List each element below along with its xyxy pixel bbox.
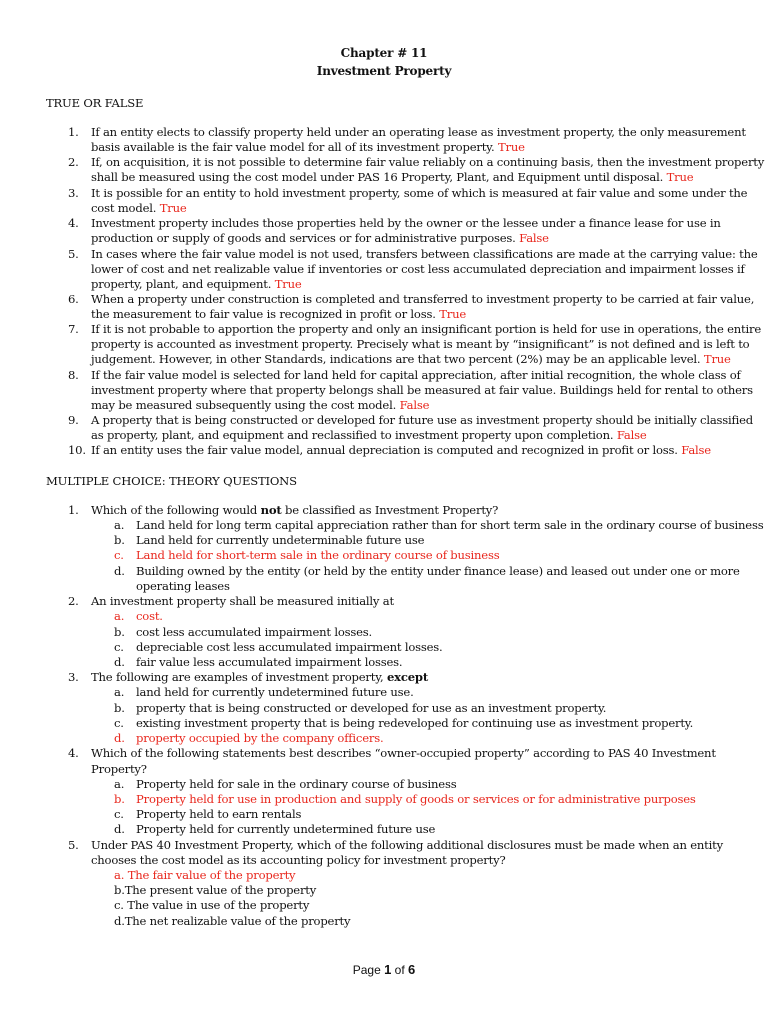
tf-item-number: 8. <box>68 368 79 382</box>
mc-question-text: The following are examples of investment property, except <box>91 670 428 684</box>
tf-item-text: property is accounted as investment property. Precisely what is meant by “insignificant” is not defined and is left to <box>91 337 750 351</box>
choice-text-correct: property occupied by the company officers. <box>136 731 384 745</box>
tf-item-text: It is possible for an entity to hold investment property, some of which is measured at fair value and some under the <box>91 186 748 200</box>
tf-item-text: If it is not probable to apportion the property and only an insignificant portion is held for use in operations, the entire <box>91 322 761 336</box>
choice-letter: c. <box>114 807 124 821</box>
choice-letter: d. <box>114 655 125 669</box>
tf-item-text: basis available is the fair value model for all of its investment property. True <box>91 140 525 154</box>
choice-letter-correct: c. <box>114 548 124 562</box>
choice-letter-correct: d. <box>114 731 125 745</box>
tf-item-text: judgement. However, in other Standards, indications are that two percent (2%) may be an applicable level. True <box>91 352 731 366</box>
choice-text: operating leases <box>136 579 230 593</box>
choice-text: Property held for sale in the ordinary course of business <box>136 777 457 791</box>
tf-answer: True <box>497 140 525 154</box>
choice-text-correct: cost. <box>136 609 163 623</box>
tf-answer: False <box>616 428 647 442</box>
mc-question-number: 3. <box>68 670 79 684</box>
choice-text: Land held for long term capital appreciation rather than for short term sale in the ordinary course of business <box>136 518 764 532</box>
tf-item-number: 3. <box>68 186 79 200</box>
tf-item-text: may be measured subsequently using the cost model. False <box>91 398 430 412</box>
choice-letter: d. <box>114 822 125 836</box>
mc-question-text: Which of the following would not be classified as Investment Property? <box>91 503 499 517</box>
choice-text-correct: Land held for short-term sale in the ordinary course of business <box>136 548 500 562</box>
tf-item-number: 10. <box>68 443 86 457</box>
choice-letter: d. <box>114 564 125 578</box>
tf-item-number: 9. <box>68 413 79 427</box>
tf-item-number: 7. <box>68 322 79 336</box>
tf-section-heading: TRUE OR FALSE <box>46 96 144 110</box>
mc-question-text: Which of the following statements best describes “owner-occupied property” according to PAS 40 Investment <box>91 746 716 760</box>
choice-letter: a. <box>114 518 125 532</box>
tf-answer: False <box>681 443 711 457</box>
tf-item-text: as property, plant, and equipment and reclassified to investment property upon completion. False <box>91 428 647 442</box>
choice-text: b.The present value of the property <box>114 883 317 897</box>
choice-letter: b. <box>114 625 125 639</box>
choice-text: Property held for currently undetermined future use <box>136 822 436 836</box>
mc-question-text: Property? <box>91 762 147 776</box>
choice-letter: b. <box>114 701 125 715</box>
tf-answer: False <box>399 398 430 412</box>
mc-question-number: 1. <box>68 503 79 517</box>
tf-item-text: If an entity uses the fair value model, annual depreciation is computed and recognized in profit or loss. False <box>91 443 711 457</box>
tf-answer: True <box>703 352 731 366</box>
tf-item-text: When a property under construction is completed and transferred to investment property to be carried at fair value, <box>91 292 755 306</box>
tf-item-text: shall be measured using the cost model under PAS 16 Property, Plant, and Equipment until disposal. True <box>91 170 694 184</box>
tf-item-text: cost model. True <box>91 201 187 215</box>
tf-answer: True <box>159 201 187 215</box>
tf-item-text: If an entity elects to classify property held under an operating lease as investment property, the only measurement <box>91 125 746 139</box>
mc-section-heading: MULTIPLE CHOICE: THEORY QUESTIONS <box>46 474 297 488</box>
choice-text: c. The value in use of the property <box>114 898 310 912</box>
choice-text: cost less accumulated impairment losses. <box>136 625 373 639</box>
choice-letter-correct: a. <box>114 609 125 623</box>
mc-question-number: 4. <box>68 746 79 760</box>
tf-answer: True <box>274 277 302 291</box>
choice-text: fair value less accumulated impairment losses. <box>136 655 403 669</box>
choice-letter: c. <box>114 640 124 654</box>
choice-letter-correct: b. <box>114 792 125 806</box>
tf-item-number: 4. <box>68 216 79 230</box>
mc-question-text: Under PAS 40 Investment Property, which of the following additional disclosures must be made when an entity <box>91 838 723 852</box>
choice-text: d.The net realizable value of the property <box>114 914 351 928</box>
choice-text: existing investment property that is being redeveloped for continuing use as investment property. <box>136 716 694 730</box>
tf-item-text: investment property where that property belongs shall be measured at fair value. Buildings held for rental to others <box>91 383 753 397</box>
tf-item-number: 6. <box>68 292 79 306</box>
choice-text: land held for currently undetermined future use. <box>136 685 414 699</box>
choice-letter: c. <box>114 716 124 730</box>
mc-question-number: 5. <box>68 838 79 852</box>
choice-text-correct: a. The fair value of the property <box>114 868 296 882</box>
tf-item-text: production or supply of goods and services or for administrative purposes. False <box>91 231 549 245</box>
tf-item-number: 2. <box>68 155 79 169</box>
choice-letter: b. <box>114 533 125 547</box>
tf-item-text: the measurement to fair value is recognized in profit or loss. True <box>91 307 467 321</box>
page-number-footer: Page 1 of 6 <box>352 962 416 977</box>
choice-letter: a. <box>114 777 125 791</box>
page-title: Investment Property <box>316 64 452 78</box>
choice-text: depreciable cost less accumulated impairment losses. <box>136 640 443 654</box>
tf-item-text: lower of cost and net realizable value if inventories or cost less accumulated depreciation and impairment losses if <box>91 262 745 276</box>
mc-question-text: chooses the cost model as its accounting policy for investment property? <box>91 853 506 867</box>
tf-item-text: A property that is being constructed or developed for future use as investment property should be initially classified <box>91 413 754 427</box>
mc-question-number: 2. <box>68 594 79 608</box>
tf-answer: True <box>439 307 467 321</box>
choice-text: Building owned by the entity (or held by the entity under finance lease) and leased out under one or more <box>136 564 740 578</box>
choice-text-correct: Property held for use in production and supply of goods or services or for administrative purposes <box>136 792 696 806</box>
choice-text: Land held for currently undeterminable future use <box>136 533 425 547</box>
mc-question-text: An investment property shall be measured initially at <box>91 594 394 608</box>
tf-answer: True <box>666 170 694 184</box>
tf-item-number: 1. <box>68 125 79 139</box>
tf-item-text: If, on acquisition, it is not possible to determine fair value reliably on a continuing basis, then the investment property <box>91 155 765 169</box>
choice-letter: a. <box>114 685 125 699</box>
tf-item-text: If the fair value model is selected for land held for capital appreciation, after initial recognition, the whole class of <box>91 368 741 382</box>
choice-text: property that is being constructed or developed for use as an investment property. <box>136 701 607 715</box>
tf-answer: False <box>519 231 549 245</box>
tf-item-text: property, plant, and equipment. True <box>91 277 302 291</box>
chapter-heading: Chapter # 11 <box>340 46 428 60</box>
tf-item-number: 5. <box>68 247 79 261</box>
tf-item-text: Investment property includes those properties held by the owner or the lessee under a finance lease for use in <box>91 216 721 230</box>
tf-item-text: In cases where the fair value model is not used, transfers between classifications are made at the carrying value: the <box>91 247 758 261</box>
choice-text: Property held to earn rentals <box>136 807 302 821</box>
